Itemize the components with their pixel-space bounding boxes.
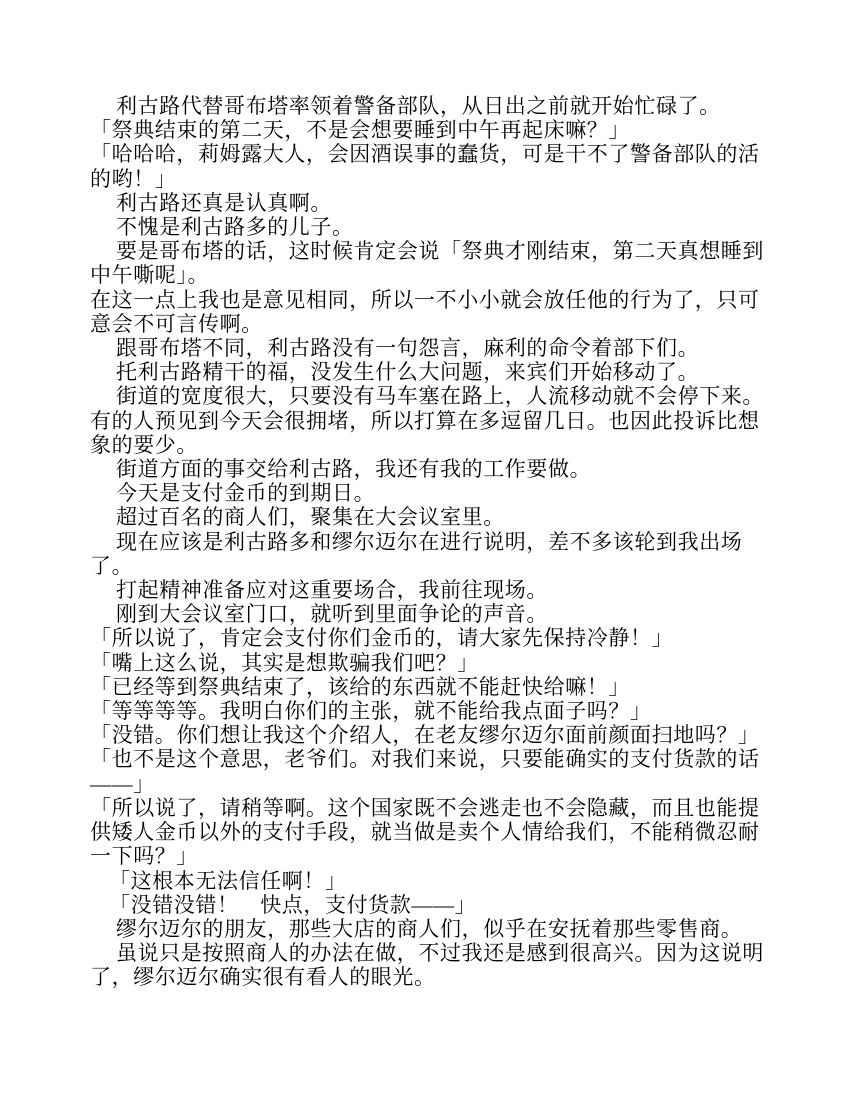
text-line: 一下吗？」: [90, 844, 198, 869]
text-line: 象的要少。: [90, 432, 198, 457]
text-line: 超过百名的商人们，聚集在大会议室里。: [116, 505, 505, 530]
text-line: 街道方面的事交给利古路，我还有我的工作要做。: [116, 457, 592, 482]
text-line: 中午嘶呢」。: [90, 263, 210, 288]
text-line: 现在应该是利古路多和缪尔迈尔在进行说明，差不多该轮到我出场: [116, 529, 743, 554]
text-line: 「没错没错！ 快点，支付货款——」: [109, 892, 477, 917]
text-line: ——」: [90, 771, 155, 796]
text-line: 「等等等等。我明白你们的主张，就不能给我点面子吗？」: [90, 699, 652, 724]
text-line: 缪尔迈尔的朋友，那些大店的商人们，似乎在安抚着那些零售商。: [116, 916, 743, 941]
text-line: 不愧是利古路多的儿子。: [116, 215, 354, 240]
text-line: 的哟！」: [90, 166, 177, 191]
text-line: 「所以说了，肯定会支付你们金币的，请大家先保持冷静！」: [90, 626, 674, 651]
text-line: 了。: [90, 553, 134, 578]
text-line: 打起精神准备应对这重要场合，我前往现场。: [116, 578, 548, 603]
text-line: 「这根本无法信任啊！」: [109, 868, 347, 893]
text-line: 在这一点上我也是意见相同，所以一不小小就会放任他的行为了，只可: [90, 287, 760, 312]
text-line: 利古路还真是认真啊。: [116, 190, 332, 215]
text-line: 今天是支付金币的到期日。: [116, 481, 376, 506]
text-line: 供矮人金币以外的支付手段，就当做是卖个人情给我们，不能稍微忍耐: [90, 820, 760, 845]
text-line: 跟哥布塔不同，利古路没有一句怨言，麻利的命令着部下们。: [116, 336, 700, 361]
text-line: 「已经等到祭典结束了，该给的东西就不能赶快给嘛！」: [90, 674, 630, 699]
novel-text: [90, 94, 804, 990]
text-line: 了，缪尔迈尔确实很有看人的眼光。: [90, 965, 436, 990]
text-line: 「嘴上这么说，其实是想欺骗我们吧？」: [90, 650, 479, 675]
text-line: 虽说只是按照商人的办法在做，不过我还是感到很高兴。因为这说明: [116, 941, 764, 966]
text-line: 街道的宽度很大，只要没有马车塞在路上，人流移动就不会停下来。: [116, 384, 764, 409]
text-line: 意会不可言传啊。: [90, 311, 263, 336]
text-line: 有的人预见到今天会很拥堵，所以打算在多逗留几日。也因此投诉比想: [90, 408, 760, 433]
text-line: 托利古路精干的福，没发生什么大问题，来宾们开始移动了。: [116, 360, 700, 385]
text-line: 「祭典结束的第二天，不是会想要睡到中午再起床嘛？」: [90, 118, 630, 143]
text-line: 刚到大会议室门口，就听到里面争论的声音。: [116, 602, 548, 627]
text-line: 要是哥布塔的话，这时候肯定会说「祭典才刚结束，第二天真想睡到: [116, 239, 764, 264]
text-line: 「哈哈哈，莉姆露大人，会因酒误事的蠢货，可是干不了警备部队的活: [90, 142, 760, 167]
text-line: 「所以说了，请稍等啊。这个国家既不会逃走也不会隐藏，而且也能提: [90, 795, 760, 820]
text-line: 「没错。你们想让我这个介绍人，在老友缪尔迈尔面前颜面扫地吗？」: [90, 723, 760, 748]
text-line: 利古路代替哥布塔率领着警备部队，从日出之前就开始忙碌了。: [116, 94, 721, 118]
text-line: 「也不是这个意思，老爷们。对我们来说，只要能确实的支付货款的话: [90, 747, 760, 772]
